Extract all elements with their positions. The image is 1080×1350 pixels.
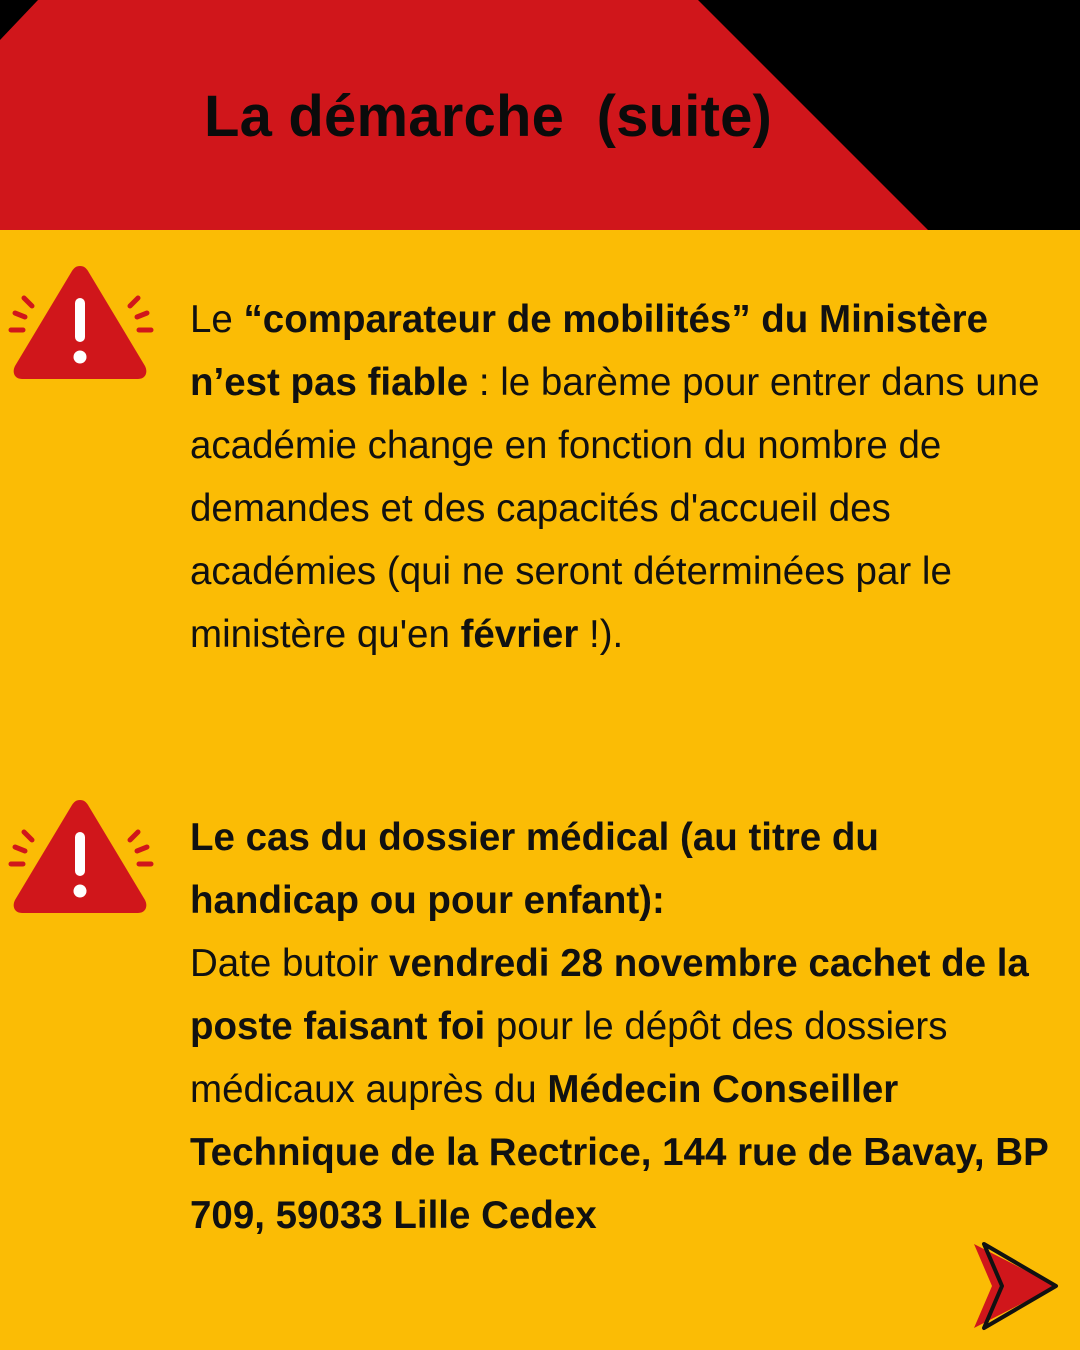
- warning-comparateur-text: [190, 288, 1050, 666]
- warning-2-bold-3: Médecin Conseiller Technique de la Rectrice, 144 rue de Bavay, BP 709, 59033 Lille Cedex: [190, 1068, 1049, 1237]
- page-title: La démarche (suite): [204, 84, 773, 149]
- warning-icon: [0, 792, 162, 918]
- next-arrow-icon[interactable]: [968, 1240, 1060, 1332]
- header: [0, 0, 1080, 230]
- warning-2-text-2: pour le dépôt des dossiers médicaux auprès du: [190, 1005, 948, 1111]
- warning-icon: [0, 258, 162, 384]
- warning-2-bold-2: vendredi 28 novembre cachet de la poste faisant foi: [190, 942, 1029, 1048]
- warning-dossier-medical-text: [190, 806, 1050, 1247]
- warning-1-text-2: : le barème pour entrer dans une académie change en fonction du nombre de demandes et des capacités d'accueil des académies (qui ne seront déterminées par le ministère qu'en: [190, 361, 1040, 656]
- warning-1-text-3: !).: [578, 613, 624, 656]
- warning-1-bold-2: février: [460, 613, 579, 656]
- warning-2-text-1: Date butoir: [190, 942, 390, 985]
- warning-1-text-1: Le: [190, 298, 244, 341]
- warning-1-bold-1: “comparateur de mobilités” du Ministère n’est pas fiable: [190, 298, 989, 404]
- warning-2-bold-1: Le cas du dossier médical (au titre du handicap ou pour enfant):: [190, 816, 879, 922]
